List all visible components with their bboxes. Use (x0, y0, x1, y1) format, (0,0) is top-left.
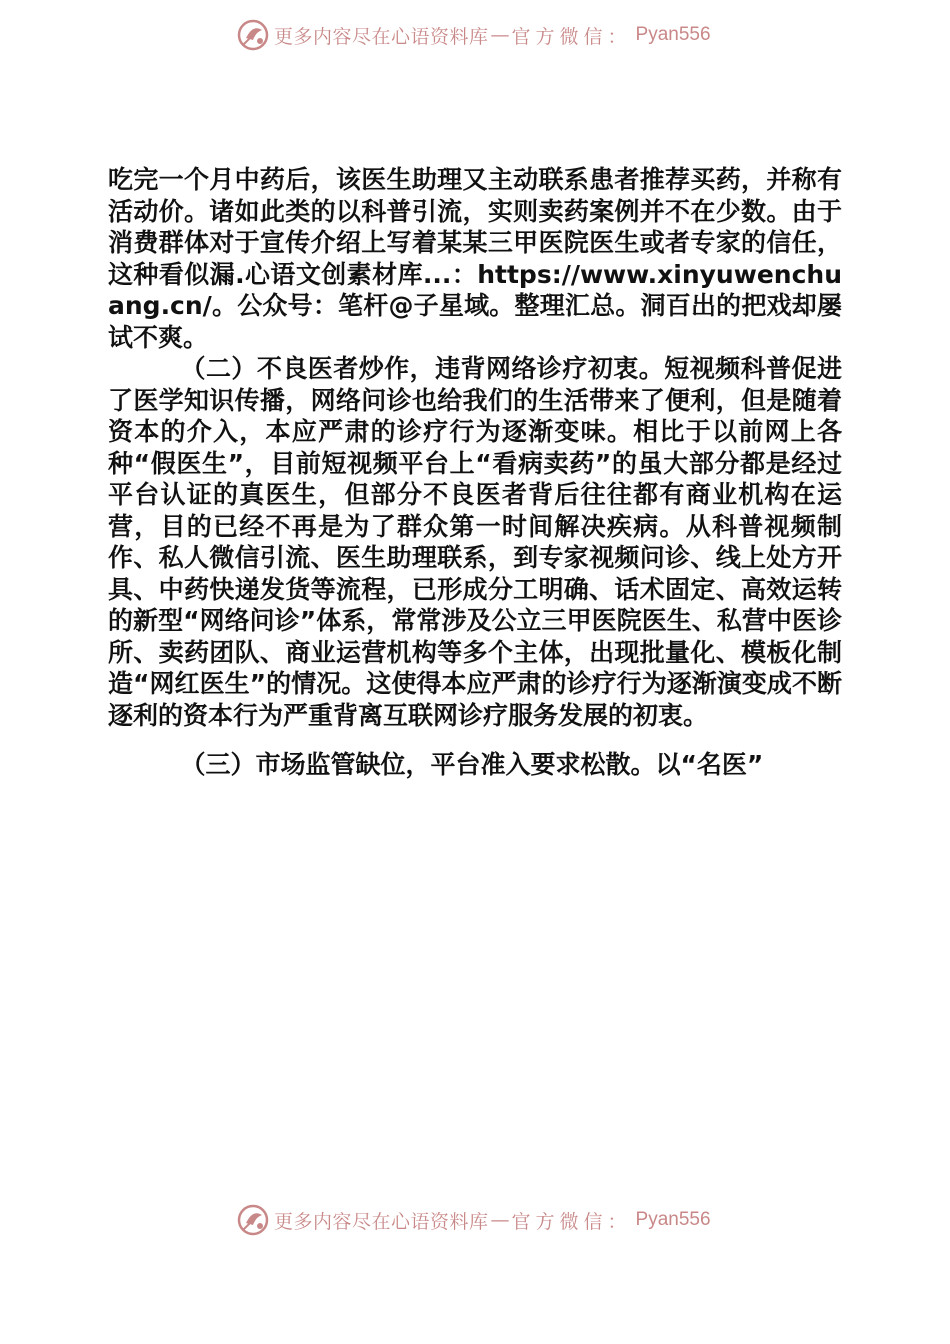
logo-icon (236, 1203, 270, 1237)
header-watermark (236, 18, 756, 52)
footer-watermark (236, 1203, 756, 1237)
watermark-label: 官方微信： (511, 1210, 632, 1233)
watermark-label: 官方微信： (511, 25, 632, 48)
watermark-separator: — (490, 1209, 510, 1231)
watermark-text: 更多内容尽在心语资料库 (274, 25, 489, 48)
paragraph-1: 吃完一个月中药后，该医生助理又主动联系患者推荐买药，并称有活动价。诸如此类的以科普引流，实则卖药案例并不在少数。由于消费群体对于宣传介绍上写着某某三甲医院医生或者专家的信任，这种看似漏.心语文创素材库...：https://www.xinyuwenchuang.cn/。公众号：笔杆@子星域。整理汇总。洞百出的把戏却屡试不爽。 (108, 165, 842, 352)
paragraph-3: （三）市场监管缺位，平台准入要求松散。以“名医” (180, 750, 764, 779)
watermark-wechat-id: Pyan556 (635, 1209, 711, 1230)
watermark-separator: — (490, 24, 510, 46)
watermark-text: 更多内容尽在心语资料库 (274, 1210, 489, 1233)
watermark-wechat-id: Pyan556 (635, 24, 711, 45)
logo-icon (236, 18, 270, 52)
paragraph-2: （二）不良医者炒作，违背网络诊疗初衷。短视频科普促进了医学知识传播，网络问诊也给我们的生活带来了便利，但是随着资本的介入，本应严肃的诊疗行为逐渐变味。相比于以前网上各种“假医生”，目前短视频平台上“看病卖药”的虽大部分都是经过平台认证的真医生，但部分不良医者背后往往都有商业机构在运营，目的已经不再是为了群众第一时间解决疾病。从科普视频制作、私人微信引流、医生助理联系，到专家视频问诊、线上处方开具、中药快递发货等流程，已形成分工明确、话术固定、高效运转的新型“网络问诊”体系，常常涉及公立三甲医院医生、私营中医诊所、卖药团队、商业运营机构等多个主体，出现批量化、模板化制造“网红医生”的情况。这使得本应严肃的诊疗行为逐渐演变成不断逐利的资本行为严重背离互联网诊疗服务发展的初衷。 (108, 354, 842, 730)
document-body (108, 164, 842, 781)
